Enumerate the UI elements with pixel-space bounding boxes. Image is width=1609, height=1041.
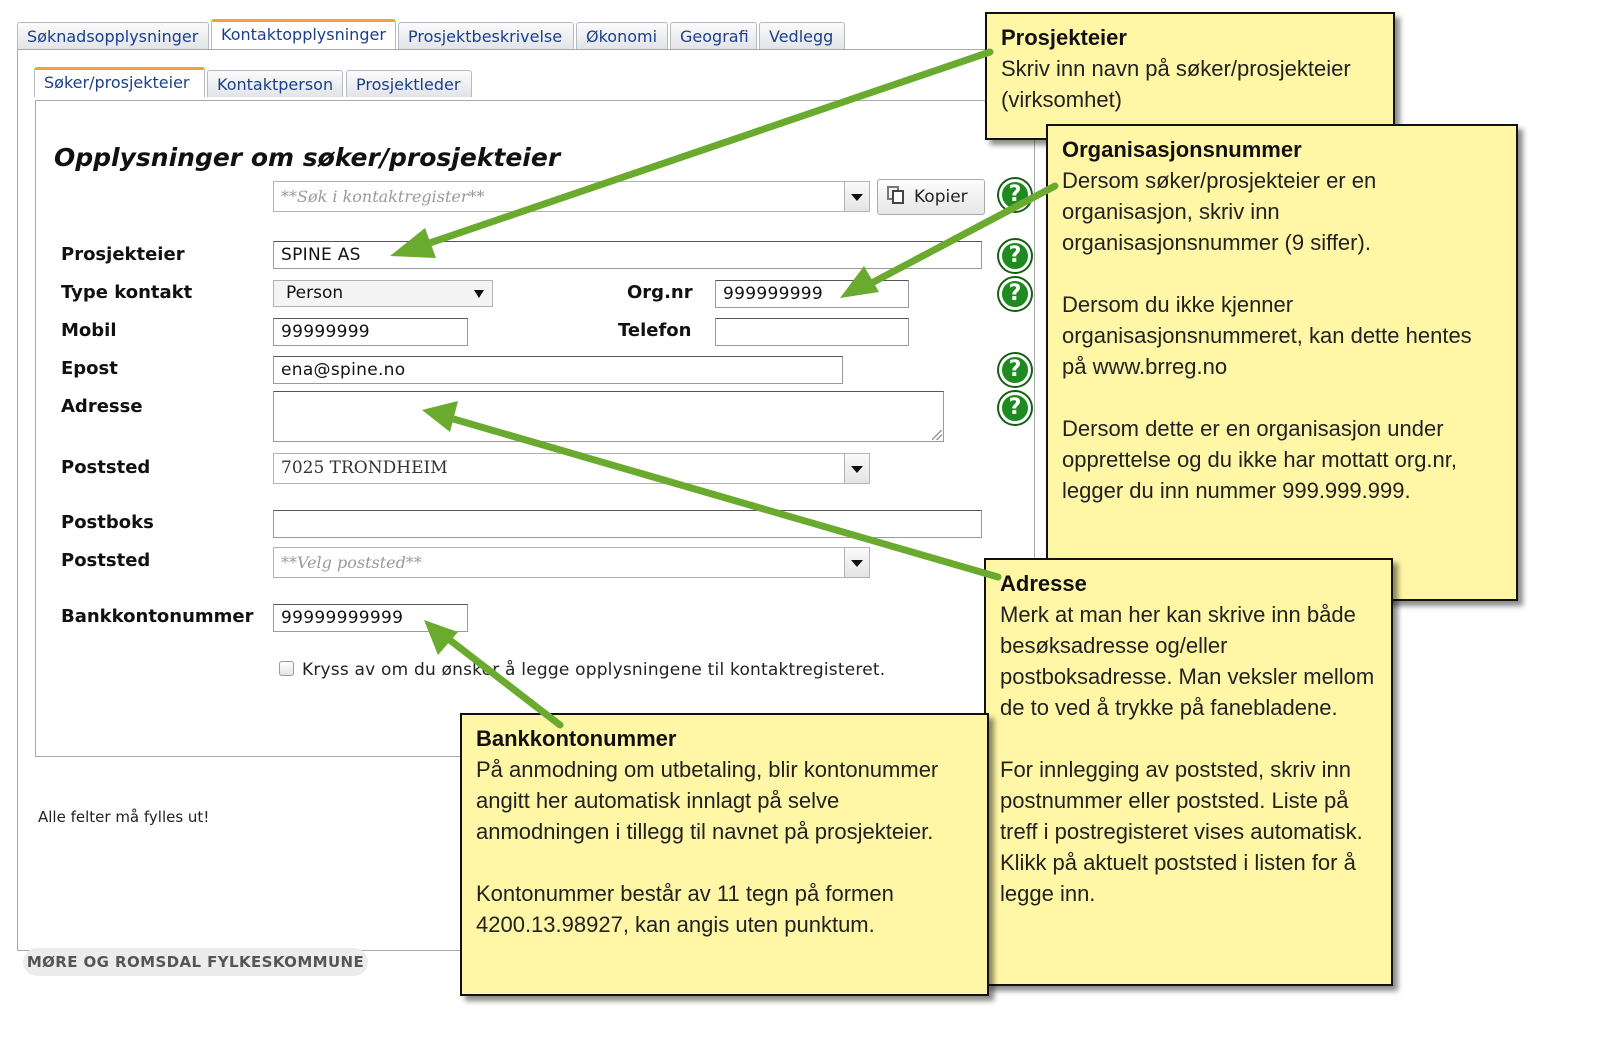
tab-okonomi[interactable]: Økonomi bbox=[576, 22, 668, 49]
type-kontakt-value: Person bbox=[286, 283, 344, 303]
required-fields-note: Alle felter må fylles ut! bbox=[38, 808, 210, 826]
mobil-label: Mobil bbox=[61, 320, 117, 341]
poststed-value: 7025 TRONDHEIM bbox=[281, 458, 448, 478]
tab-kontaktopplysninger[interactable]: Kontaktopplysninger bbox=[211, 19, 396, 49]
arrow-prosjekteier bbox=[418, 52, 990, 247]
arrow-head bbox=[424, 620, 458, 655]
poststed-label: Poststed bbox=[61, 457, 151, 478]
callout-text: Dersom du ikke kjenner organisasjonsnummeret, kan dette hentes på www.brreg.no bbox=[1062, 292, 1472, 379]
search-placeholder: **Søk i kontaktregister** bbox=[281, 187, 485, 206]
bankkontonummer-label: Bankkontonummer bbox=[61, 606, 254, 627]
telefon-label: Telefon bbox=[618, 320, 692, 341]
copy-button-label: Kopier bbox=[914, 187, 968, 207]
arrow-orgnr bbox=[866, 186, 1055, 286]
callout-title: Organisasjonsnummer bbox=[1062, 137, 1302, 162]
footer-logo: MØRE OG ROMSDAL FYLKESKOMMUNE bbox=[23, 948, 368, 976]
type-kontakt-label: Type kontakt bbox=[61, 282, 193, 303]
callout-text: Dersom dette er en organisasjon under opprettelse og du ikke har mottatt org.nr, legger du inn nummer 999.999.999. bbox=[1062, 416, 1458, 503]
add-to-register-label: Kryss av om du ønsker å legge opplysningene til kontaktregisteret. bbox=[302, 660, 886, 680]
subtab-kontaktperson[interactable]: Kontaktperson bbox=[207, 70, 343, 97]
epost-input[interactable]: ena@spine.no bbox=[273, 356, 843, 384]
help-icon[interactable]: ? bbox=[999, 392, 1031, 424]
callout-title: Prosjekteier bbox=[1001, 25, 1127, 50]
poststed2-label: Poststed bbox=[61, 550, 151, 571]
callout-text: For innlegging av poststed, skriv inn postnummer eller poststed. Liste på treff i postregisteret vises automatisk. Klikk på aktuelt poststed i listen for å legge inn. bbox=[1000, 757, 1363, 906]
prosjekteier-input[interactable]: SPINE AS bbox=[273, 241, 982, 269]
tab-soknadsopplysninger[interactable]: Søknadsopplysninger bbox=[17, 22, 209, 49]
callout-text: Kontonummer består av 11 tegn på formen 4200.13.98927, kan angis uten punktum. bbox=[476, 881, 894, 937]
poststed2-placeholder: **Velg poststed** bbox=[281, 553, 422, 572]
orgnr-input[interactable]: 999999999 bbox=[715, 280, 909, 308]
arrow-bank bbox=[442, 634, 560, 725]
callout-text: Merk at man her kan skrive inn både besøksadresse og/eller postboksadresse. Man veksler mellom de to ved å trykke på fanebladene. bbox=[1000, 602, 1375, 720]
callout-text: Dersom søker/prosjekteier er en organisasjon, skriv inn organisasjonsnummer (9 siffer). bbox=[1062, 168, 1377, 255]
callout-text: På anmodning om utbetaling, blir kontonummer angitt her automatisk innlagt på selve anmodningen i tillegg til navnet på prosjekteier. bbox=[476, 757, 939, 844]
tab-vedlegg[interactable]: Vedlegg bbox=[759, 22, 845, 49]
arrow-head bbox=[422, 401, 458, 432]
subtab-prosjektleder[interactable]: Prosjektleder bbox=[346, 70, 472, 97]
help-icon[interactable]: ? bbox=[999, 278, 1031, 310]
arrow-head bbox=[390, 228, 436, 258]
help-icon[interactable]: ? bbox=[999, 179, 1031, 211]
bankkontonummer-input[interactable]: 99999999999 bbox=[273, 604, 468, 632]
callout-title: Adresse bbox=[1000, 571, 1087, 596]
tab-prosjektbeskrivelse[interactable]: Prosjektbeskrivelse bbox=[398, 22, 574, 49]
epost-label: Epost bbox=[61, 358, 118, 379]
tab-geografi[interactable]: Geografi bbox=[670, 22, 757, 49]
callout-title: Bankkontonummer bbox=[476, 726, 677, 751]
page-title: Opplysninger om søker/prosjekteier bbox=[54, 143, 561, 172]
help-icon[interactable]: ? bbox=[999, 354, 1031, 386]
mobil-input[interactable]: 99999999 bbox=[273, 318, 468, 346]
postboks-label: Postboks bbox=[61, 512, 154, 533]
subtab-soker-prosjekteier[interactable]: Søker/prosjekteier bbox=[34, 67, 205, 97]
arrow-head bbox=[840, 266, 879, 298]
arrow-adresse bbox=[450, 418, 998, 577]
adresse-label: Adresse bbox=[61, 396, 143, 417]
orgnr-label: Org.nr bbox=[627, 282, 693, 303]
help-icon[interactable]: ? bbox=[999, 240, 1031, 272]
prosjekteier-label: Prosjekteier bbox=[61, 244, 185, 265]
callout-text: Skriv inn navn på søker/prosjekteier (virksomhet) bbox=[1001, 56, 1351, 112]
